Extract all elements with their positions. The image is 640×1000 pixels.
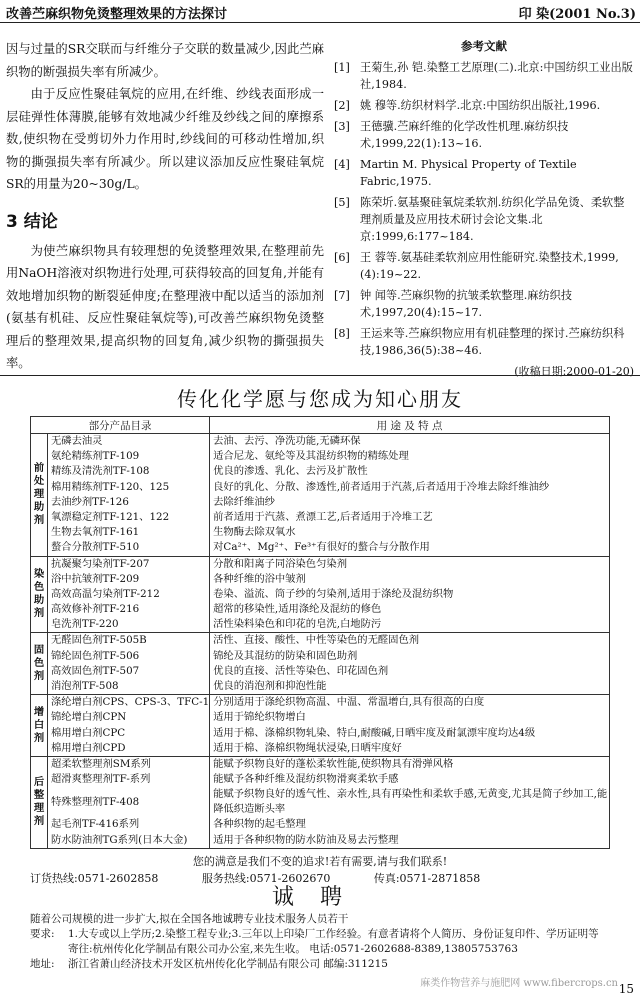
order-hotline: 订货热线:0571-2602858	[30, 872, 159, 885]
category-label: 前处理助剂	[31, 434, 48, 557]
category-label: 增白剂	[31, 695, 48, 757]
product-use: 分别适用于涤纶织物高温、中温、常温增白,具有很高的白度	[213, 696, 485, 709]
header-journal: 印 染(2001 No.3)	[518, 7, 636, 22]
table-row	[31, 633, 610, 695]
product-names	[48, 434, 210, 557]
product-name: 螯合分散剂TF-510	[51, 541, 140, 554]
product-table-body	[31, 434, 610, 849]
requirements-text: 1.大专或以上学历;2.染整工程专业;3.三年以上印染厂工作经验。有意者请将个人简历、身份证复印件、学历证明等	[68, 928, 599, 940]
product-name: 起毛剂TF-416系列	[51, 818, 140, 831]
reference-item	[334, 194, 634, 245]
product-use: 适用于棉、涤棉织物轧染、特白,耐酸碱,日晒牢度及耐氯漂牢度均达4级	[213, 726, 536, 739]
product-name: 皂洗剂TF-220	[51, 618, 119, 631]
product-name: 高效固色剂TF-507	[51, 664, 140, 677]
product-use: 各种纤维的浴中皱剂	[213, 572, 306, 585]
product-name: 高效高温匀染剂TF-212	[51, 587, 160, 600]
reference-item	[334, 156, 634, 190]
table-row	[31, 556, 610, 633]
received-date: (收稿日期:2000-01-20)	[514, 365, 634, 378]
recruit-title: 诚聘	[271, 885, 368, 910]
product-name: 氧漂稳定剂TF-121、122	[51, 510, 170, 523]
product-name: 无磷去油灵	[51, 435, 103, 447]
product-name: 抗凝聚匀染剂TF-207	[51, 557, 150, 570]
paragraph-1: 因与过量的SR交联而与纤维分子交联的数量减少,因此苎麻织物的断强损失率有所减少。	[6, 42, 324, 79]
product-name: 高效修补剂TF-216	[51, 603, 140, 616]
product-use: 超常的移染性,适用涤纶及混纺的修色	[213, 603, 382, 616]
product-names	[48, 633, 210, 695]
product-use: 良好的乳化、分散、渗透性,前者适用于汽蒸,后者适用于冷堆去除纤维油纱	[213, 480, 550, 493]
category-label: 染色助剂	[31, 556, 48, 633]
address-label: 地址:	[30, 958, 55, 970]
reference-number: [4]	[334, 158, 350, 171]
reference-item	[334, 118, 634, 152]
table-row	[31, 756, 610, 848]
product-use: 活性染料染色和印花的皂洗,白地防污	[213, 618, 382, 631]
product-name: 精练及清洗剂TF-108	[51, 465, 150, 478]
reference-text: 钟 闻等.苎麻织物的抗皱柔软整理.麻纺织技术,1997,20(4):15~17.	[360, 289, 573, 319]
reference-text: 王德骥.苎麻纤维的化学改性机理.麻纺织技术,1999,22(1):13~16.	[360, 120, 569, 150]
page-number: 15	[618, 982, 634, 996]
product-use: 优良的消泡剂和抑泡性能	[213, 680, 327, 692]
product-use: 分散和阳离子同浴染色匀染剂	[213, 557, 347, 570]
references-column	[334, 38, 634, 380]
product-name: 防水防油剂TG系列(日本大金)	[51, 833, 188, 846]
product-use: 适合尼龙、氨纶等及其混纺织物的精练处理	[213, 450, 409, 463]
category-label: 后整理剂	[31, 756, 48, 848]
product-name: 超滑爽整理剂TF-系列	[51, 773, 151, 786]
reference-list	[334, 59, 634, 359]
recruit-info	[30, 912, 630, 972]
ad-slogan: 您的满意是我们不变的追求!若有需要,请与我们联系!	[192, 855, 448, 868]
product-use: 去油、去污、净洗功能,无磷环保	[213, 435, 361, 447]
paragraph-3: 为使苎麻织物具有较理想的免烫整理效果,在整理前先用NaOH溶液对织物进行处理,可获得较高的回复角,并能有效地增加织物的断裂延伸度;在整理液中配以适当的添加剂(氨基有机硅、反应性聚硅氧烷等),可改善苎麻织物免烫整理后的整理效果,提高织物的回复角,减少织物的撕强损失率。	[6, 243, 324, 370]
service-hotline: 服务热线:0571-2602670	[201, 872, 331, 885]
page-header	[0, 0, 640, 23]
reference-text: 王 蓉等.氨基硅柔软剂应用性能研究.染整技术,1999,(4):19~22.	[360, 251, 619, 281]
recruit-address	[30, 957, 630, 972]
reference-text: 王运来等.苎麻织物应用有机硅整理的探讨.苎麻纺织科技,1986,36(5):38~46.	[360, 327, 625, 357]
ad-title: 传化化学愿与您成为知心朋友	[177, 387, 463, 411]
product-use: 卷染、溢流、筒子纱的匀染剂,适用于涤纶及混纺织物	[213, 587, 454, 600]
body-left-column	[6, 38, 324, 375]
address-text: 浙江省萧山经济技术开发区杭州传化化学制品有限公司 邮编:311215	[68, 958, 388, 970]
product-name: 涤纶增白剂CPS、CPS-3、TFC-1	[51, 696, 210, 709]
section-title: 3 结论	[6, 211, 58, 232]
reference-text: 王菊生,孙 铠.染整工艺原理(二).北京:中国纺织工业出版社,1984.	[360, 61, 633, 91]
product-use: 能赋予各种纤维及混纺织物滑爽柔软手感	[213, 773, 399, 786]
reference-number: [1]	[334, 61, 350, 74]
product-uses	[210, 434, 610, 557]
product-use: 适用于各种织物的防水防油及易去污整理	[213, 833, 399, 846]
reference-number: [5]	[334, 196, 350, 209]
product-name: 棉用增白剂CPD	[51, 741, 126, 754]
requirements-label: 要求:	[30, 928, 55, 940]
product-uses	[210, 756, 610, 848]
product-name: 棉用增白剂CPC	[51, 726, 126, 739]
reference-item	[334, 59, 634, 93]
reference-number: [2]	[334, 99, 350, 112]
product-use: 去除纤维油纱	[213, 495, 275, 508]
product-uses	[210, 695, 610, 757]
reference-number: [3]	[334, 120, 350, 133]
product-uses	[210, 556, 610, 633]
product-names	[48, 695, 210, 757]
fax-number: 传真:0571-2871858	[373, 872, 481, 885]
products-column-header: 部分产品目录	[31, 417, 210, 434]
reference-item	[334, 97, 634, 114]
product-table	[30, 416, 610, 849]
product-names	[48, 556, 210, 633]
product-use: 对Ca²⁺、Mg²⁺、Fe³⁺有很好的螯合与分散作用	[213, 541, 430, 554]
table-row	[31, 434, 610, 557]
product-use: 生物酶去除双氧水	[213, 526, 296, 539]
product-name: 无醛固色剂TF-505B	[51, 634, 147, 647]
table-header-row	[31, 417, 610, 434]
product-use: 优良的直接、活性等染色、印花固色剂	[213, 664, 389, 677]
product-name: 生物去氧剂TF-161	[51, 526, 140, 539]
product-uses	[210, 633, 610, 695]
paragraph-2: 由于反应性聚硅氧烷的应用,在纤维、纱线表面形成一层硅弹性体薄膜,能够有效地减少纤维及纱线之间的摩擦系数,使织物在受剪切外力作用时,纱线间的可移动性增加,织物的撕强损失率有所减少。所以建议添加反应性聚硅氧烷SR的用量为20~30g/L。	[6, 87, 324, 191]
reference-number: [6]	[334, 251, 350, 264]
product-name: 锦纶增白剂CPN	[51, 711, 127, 724]
product-name: 特殊整理剂TF-408	[51, 796, 140, 809]
reference-number: [7]	[334, 289, 350, 302]
product-name: 棉用精练剂TF-120、125	[51, 480, 170, 493]
product-use: 能赋予织物良好的透气性、亲水性,具有再染性和柔软手感,无黄变,尤其是简子纱加工,能降低织造断头率	[213, 788, 608, 816]
product-use: 适用于锦纶织物增白	[213, 711, 306, 724]
reference-item	[334, 325, 634, 359]
product-name: 消泡剂TF-508	[51, 680, 119, 692]
reference-item	[334, 287, 634, 321]
header-title: 改善苎麻织物免烫整理效果的方法探讨	[6, 7, 228, 22]
recruit-requirements	[30, 927, 630, 942]
product-name: 氨纶精练剂TF-109	[51, 450, 140, 463]
reference-text: 姚 穆等.纺织材料学.北京:中国纺织出版社,1996.	[360, 99, 601, 112]
product-use: 适用于棉、涤棉织物绳状浸染,日晒牢度好	[213, 741, 402, 754]
reference-item	[334, 249, 634, 283]
references-title: 参考文献	[461, 39, 507, 53]
table-row	[31, 695, 610, 757]
product-name: 浴中抗皱剂TF-209	[51, 572, 140, 585]
category-label: 固色剂	[31, 633, 48, 695]
reference-text: 陈荣圻.氨基聚硅氧烷柔软剂.纺织化学品免烫、柔软整理剂质量及应用技术研讨会论文集.北京:1999,6:177~184.	[360, 196, 625, 243]
reference-number: [8]	[334, 327, 350, 340]
product-name: 超柔软整理剂SM系列	[51, 757, 151, 770]
product-name: 锦纶固色剂TF-506	[51, 649, 140, 662]
recruit-send-to: 寄往:杭州传化化学制品有限公司办公室,来先生收。 电话:0571-2602688-8389,13805753763	[68, 943, 518, 955]
uses-column-header: 用 途 及 特 点	[210, 417, 610, 434]
product-use: 各种织物的起毛整理	[213, 818, 306, 831]
product-use: 能赋予织物良好的蓬松柔软性能,使织物具有滑弹风格	[213, 757, 454, 770]
product-use: 优良的渗透、乳化、去污及扩散性	[213, 465, 368, 478]
product-use: 锦纶及其混纺的防染和固色助剂	[213, 649, 358, 662]
product-use: 活性、直接、酸性、中性等染色的无醛固色剂	[213, 634, 420, 647]
product-use: 前者适用于汽蒸、煮漂工艺,后者适用于冷堆工艺	[213, 510, 433, 523]
recruit-intro: 随着公司规模的进一步扩大,拟在全国各地诚聘专业技术服务人员若干	[30, 913, 349, 925]
section-divider	[0, 375, 640, 376]
reference-text: Martin M. Physical Property of Textile Fabric,1975.	[360, 158, 577, 188]
product-name: 去油纱剂TF-126	[51, 495, 129, 508]
product-names	[48, 756, 210, 848]
watermark: 麻类作物营养与施肥网 www.fibercrops.cn	[420, 978, 618, 989]
